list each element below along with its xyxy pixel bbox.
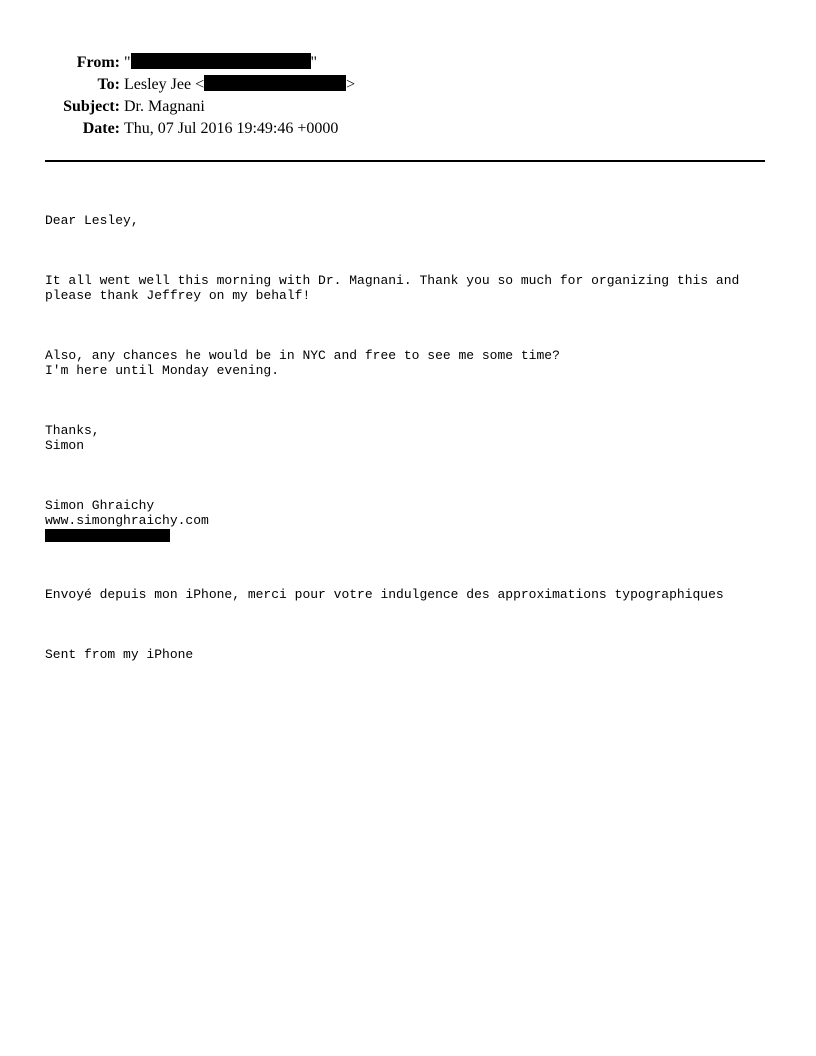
paragraph-1 bbox=[45, 273, 775, 303]
subject-label: Subject: bbox=[63, 98, 120, 115]
signature-name: Simon Ghraichy bbox=[45, 498, 155, 513]
paragraph-line: I'm here until Monday evening. bbox=[45, 363, 280, 378]
footer-french bbox=[45, 587, 775, 602]
from-value bbox=[124, 52, 317, 74]
redaction-box bbox=[204, 75, 346, 91]
date-row bbox=[0, 118, 816, 140]
footer-english bbox=[45, 647, 775, 662]
closing bbox=[45, 423, 775, 453]
subject-row bbox=[0, 96, 816, 118]
signature-url: www.simonghraichy.com bbox=[45, 513, 209, 528]
to-name: Lesley Jee < bbox=[124, 76, 205, 93]
date-label: Date: bbox=[82, 120, 120, 137]
closing-text: Thanks, bbox=[45, 423, 100, 438]
from-label: From: bbox=[76, 54, 120, 71]
paragraph-line: It all went well this morning with Dr. Magnani. Thank you so much for organizing this and bbox=[45, 273, 740, 288]
to-close-bracket: > bbox=[346, 76, 356, 93]
email-body bbox=[45, 183, 775, 692]
footer-french-text: Envoyé depuis mon iPhone, merci pour votre indulgence des approximations typographiques bbox=[45, 587, 724, 602]
date-value: Thu, 07 Jul 2016 19:49:46 +0000 bbox=[124, 120, 339, 137]
paragraph-line: Also, any chances he would be in NYC and free to see me some time? bbox=[45, 348, 560, 363]
from-quote-close: " bbox=[310, 54, 318, 71]
to-row bbox=[0, 74, 816, 96]
to-label: To: bbox=[97, 76, 120, 93]
from-row bbox=[0, 52, 816, 74]
greeting-text: Dear Lesley, bbox=[45, 213, 139, 228]
from-quote-open: " bbox=[124, 54, 131, 71]
header-divider bbox=[45, 160, 765, 162]
signature bbox=[45, 498, 775, 542]
subject-value: Dr. Magnani bbox=[124, 98, 205, 115]
greeting bbox=[45, 213, 775, 228]
paragraph-line: please thank Jeffrey on my behalf! bbox=[45, 288, 311, 303]
paragraph-2 bbox=[45, 348, 775, 378]
closing-name: Simon bbox=[45, 438, 85, 453]
footer-english-text: Sent from my iPhone bbox=[45, 647, 194, 662]
to-value bbox=[124, 74, 355, 96]
redaction-box bbox=[45, 529, 170, 542]
email-header bbox=[0, 52, 816, 140]
redaction-box bbox=[131, 53, 311, 69]
